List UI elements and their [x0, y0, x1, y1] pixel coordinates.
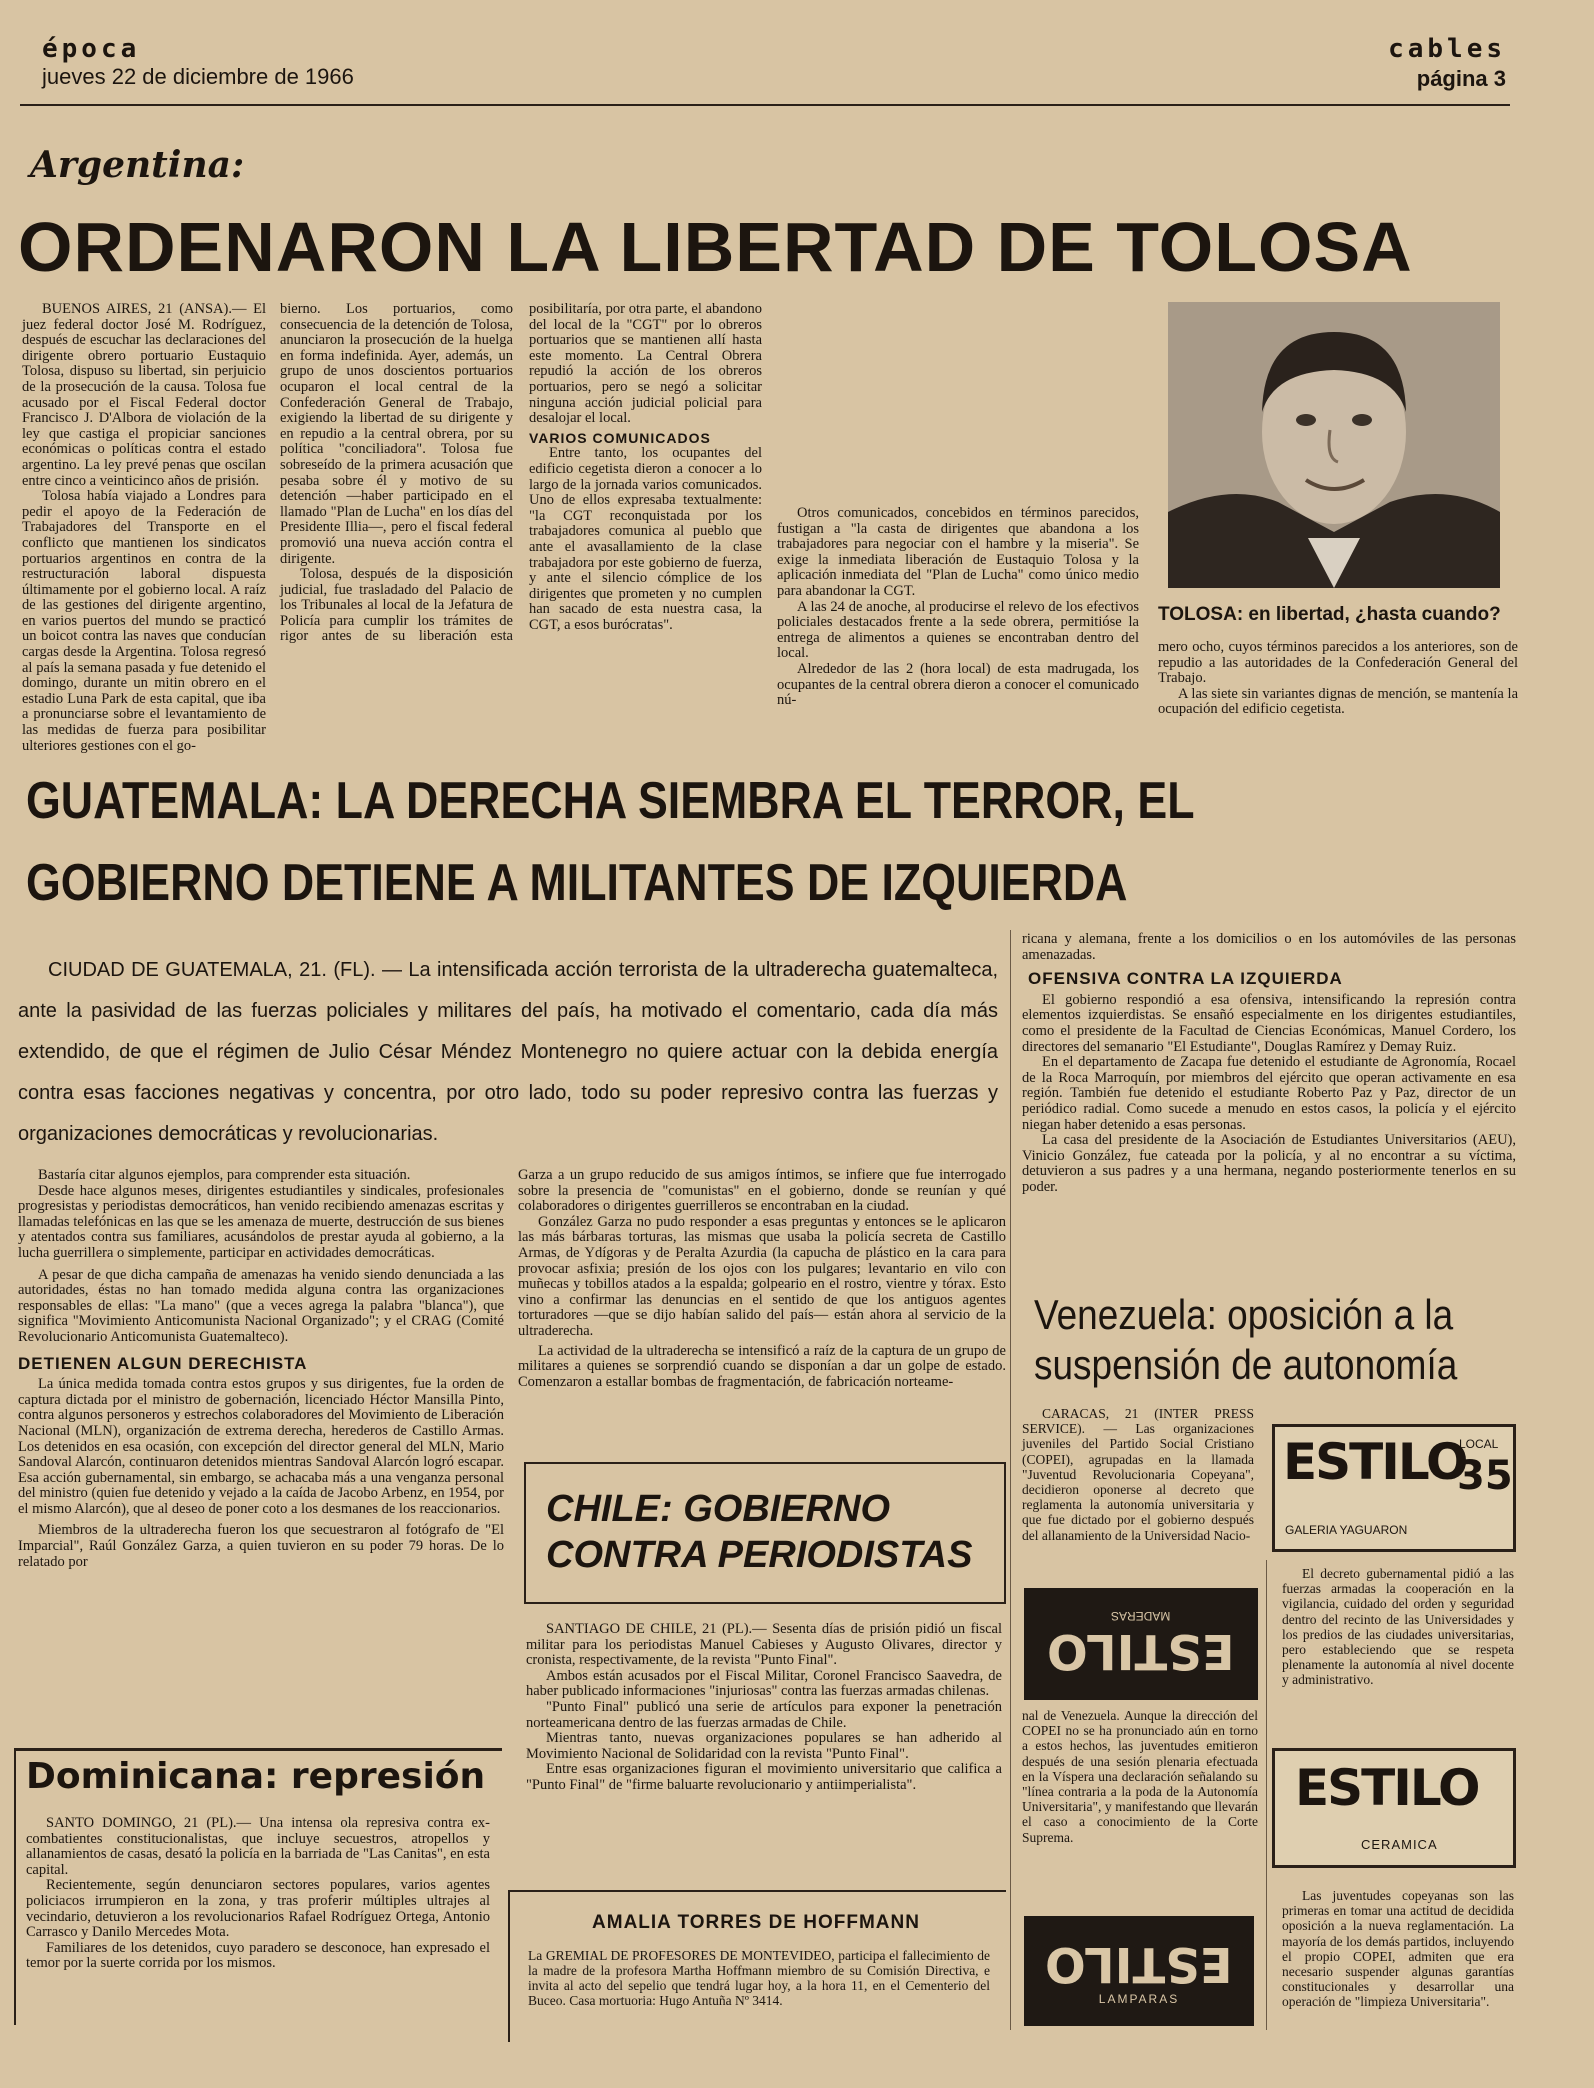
article-paragraph: Las juventudes copeyanas son las primeras en tomar una actitud de decidida oposición a la nueva reglamentación. La mayoría de los demás partidos, incluyendo el propio COPEI, admiten que era necesario suspender algunas garantías constitucionales y desarrollar una operación de "limpieza Universitaria". — [1282, 1888, 1514, 2010]
section-name: cables — [1388, 34, 1506, 64]
ad-estilo-ceramica — [1272, 1748, 1516, 1868]
article-paragraph: La casa del presidente de la Asociación de Estudiantes Universitarios (AEU), Vinicio González, fue cateada por la policía, y al no encontrar a su víctima, detuvieron a sus padres y a una hermana, negando posteriormente tenerlos en su poder. — [1022, 1132, 1516, 1195]
guatemala-col-c — [1022, 932, 1516, 1196]
ad-subtitle: CERAMICA — [1361, 1837, 1438, 1852]
article-paragraph: Bastaría citar algunos ejemplos, para comprender esta situación. — [38, 1167, 411, 1183]
ad-estilo-lamparas — [1024, 1916, 1254, 2026]
paper-name: época — [42, 34, 141, 64]
argentina-col-3 — [777, 506, 1139, 709]
ad-estilo-local — [1272, 1424, 1516, 1552]
dominicana-body — [26, 1816, 490, 1972]
obituary-title: AMALIA TORRES DE HOFFMANN — [592, 1912, 920, 1933]
venezuela-col-3 — [1282, 1566, 1514, 1688]
photo-caption: TOLOSA: en libertad, ¿hasta cuando? — [1158, 604, 1501, 625]
article-paragraph: A las 24 de anoche, al producirse el relevo de los efectivos policiales destacados frente a la sede obrera, permitióse la entrega de alimentos a quienes se encontraban dentro del local. — [777, 598, 1139, 662]
ad-subtitle: MADERAS — [1111, 1609, 1171, 1623]
dominicana-headline: Dominicana: represión — [26, 1756, 486, 1797]
column-divider — [1010, 930, 1011, 2030]
article-paragraph: ricana y alemana, frente a los domicilios o en los automóviles de las personas amenazadas. — [1022, 931, 1516, 963]
venezuela-headline-line-1: Venezuela: oposición a la — [1034, 1291, 1454, 1338]
ad-logo: ESTILO — [1295, 1759, 1479, 1817]
venezuela-col-4 — [1282, 1888, 1514, 2010]
article-paragraph: Mientras tanto, nuevas organizaciones populares se han adherido al Movimiento Nacional de Solidaridad con la revista "Punto Final". — [526, 1730, 1002, 1762]
article-paragraph: A las siete sin variantes dignas de mención, se mantenía la ocupación del edificio cegetista. — [1158, 685, 1518, 718]
article-paragraph: Tolosa había viajado a Londres para pedir el apoyo de la Federación de Trabajadores del Transporte en el conflicto que mantienen los sindicatos portuarios argentinos en contra de la restructuración laboral dispuesta últimamente por el gobierno local. A raíz de las gestiones del dirigente argentino, en varios puertos del mundo se practicó un boicot contra las naves que conducían cargas desde la Argentina. Tolosa regresó al país la semana pasada y fue detenido el domingo, durante un mitin obrero en el estadio Luna Park de esta capital, que iba a pronunciarse sobre el levantamiento de las medidas de fuerza para posibilitar ulteriores gestiones con el go- — [22, 488, 266, 754]
ad-subtitle: LAMPARAS — [1098, 1992, 1180, 2006]
chile-body — [526, 1622, 1002, 1794]
article-paragraph: La actividad de la ultraderecha se intensificó a raíz de la captura de un grupo de militares a quienes se sorprendió cuando se disponían a dar un golpe de estado. Comenzaron a estallar bombas de fragmentación, de fabricación norteame- — [518, 1342, 1006, 1390]
guatemala-headline-1: GUATEMALA: LA DERECHA SIEMBRA EL TERROR, EL — [26, 772, 1195, 830]
article-paragraph: Ambos están acusados por el Fiscal Militar, Coronel Francisco Saavedra, de haber publicado informaciones "injuriosas" contra las fuerzas armadas chilenas. — [526, 1667, 1002, 1700]
article-paragraph: "Punto Final" publicó una serie de artículos para exponer la penetración norteamericana dentro de las fuerzas armadas de Chile. — [526, 1698, 1002, 1731]
article-paragraph: El decreto gubernamental pidió a las fuerzas armadas la cooperación en la vigilancia, cuidado del orden y seguridad dentro del recinto de las Universidades y los predios de las ciudades universitarias, pero estableciendo que se respeta plenamente la autonomía al nivel docente y administrativo. — [1282, 1566, 1514, 1688]
chile-headline-line-2: CONTRA PERIODISTAS — [546, 1534, 973, 1576]
article-paragraph: González Garza no pudo responder a esas preguntas y entonces se le aplicaron las más bárbaras torturas, las mismas que usaba la policía secreta de Castillo Armas, de Ydígoras y de Peralta Azurdia (la capucha de plástico en la cara para provocar asfixia; presión de los ojos con los pulgares; levantario en vilo con muñecas y tobillos atados a la espalda; golpeario en el rostro, vientre y tórax. Esto vino a confirmar las denuncias en el sentido de que los antiguos agentes torturadores —que se dijo habían salido del país— están ahora al servicio de la ultraderecha. — [518, 1213, 1006, 1339]
article-paragraph: nal de Venezuela. Aunque la dirección del COPEI no se ha pronunciado aún en torno a estos hechos, las juventudes emitieron después de una sesión plenaria efectuada en la Víspera una declaración señalando su "línea contraria a la poda de la Autonomía Universitaria", y manifestando que llevarán el caso a conocimiento de la Corte Suprema. — [1022, 1708, 1258, 1845]
argentina-col-4 — [1158, 640, 1518, 718]
article-paragraph: Desde hace algunos meses, dirigentes estudiantiles y sindicales, profesionales progresistas y periodistas democráticos, han venido recibiendo amenazas escritas y llamadas telefónicas en las que se les amenaza de muerte, destrucción de sus bienes y atentados contra sus familiares, acusándolos de prestar ayuda al gobierno, a la lucha guerrillera o simplemente, participar en actividades democráticas. — [18, 1182, 504, 1261]
guatemala-col-a — [18, 1168, 504, 1570]
article-paragraph: CARACAS, 21 (INTER PRESS SERVICE). — Las organizaciones juveniles del Partido Social Cristiano (COPEI), agrupadas en la llamada "Juventud Revolucionaria Copeyana", decidieron oponerse al decreto que reglamenta la autonomía universitaria y que fue dictado por el gobierno después del allanamiento de la Universidad Nacio- — [1022, 1406, 1254, 1543]
article-paragraph: En el departamento de Zacapa fue detenido el estudiante de Agronomía, Rocael de la Roca Marroquín, por miembros del ejército que operan activamente en esa región. También fue detenido el estudiante Roberto Paz y Paz, director de un periódico radial. Como sucede a menudo en estos casos, la policía y el ejército niegan haber detenido a esas personas. — [1022, 1054, 1516, 1133]
article-paragraph: Entre tanto, los ocupantes del edificio cegetista dieron a conocer a lo largo de la jornada varios comunicados. Uno de ellos expresaba textualmente: "la CGT reconquistada por los trabajadores comunica al pueblo que ante el avasallamiento de la clase trabajadora por este gobierno de fuerza, y ante el silencio cómplice de los dirigentes que prometen y no cumplen han sacado de esta nuestra casa, la CGT, a esos burócratas". — [529, 445, 762, 633]
masthead-rule — [20, 104, 1510, 106]
subheading: VARIOS COMUNICADOS — [529, 429, 711, 446]
issue-date: jueves 22 de diciembre de 1966 — [42, 64, 354, 89]
ad-subtitle: GALERIA YAGUARON — [1285, 1523, 1408, 1537]
venezuela-headline-line-2: suspensión de autonomía — [1034, 1341, 1458, 1388]
article-paragraph: SANTIAGO DE CHILE, 21 (PL).— Sesenta días de prisión pidió un fiscal militar para los periodistas Manuel Cabieses y Augusto Olivares, director y cronista, respectivamente, de la revista "Punto Final". — [526, 1621, 1002, 1669]
column-divider — [1266, 1560, 1267, 2030]
obituary-text: La GREMIAL DE PROFESORES DE MONTEVIDEO, participa el fallecimiento de la madre de la profesora Martha Hoffmann miembro de su Comisión Directiva, e invita al acto del sepelio que tendrá lugar hoy, a la hora 11, en el Cementerio del Buceo. Casa mortuoria: Hugo Antuña Nº 3414. — [528, 1948, 990, 2008]
venezuela-headline — [1034, 1290, 1457, 1390]
article-paragraph: Garza a un grupo reducido de sus amigos íntimos, se infiere que fue interrogado sobre la presencia de "comunistas" en el gobierno, donde se reunían y qué colaboradores o dirigentes guerrilleros se encontraban en la ciudad. — [518, 1167, 1006, 1215]
article-paragraph: Alrededor de las 2 (hora local) de esta madrugada, los ocupantes de la central obrera dieron a conocer el comunicado nú- — [777, 660, 1139, 709]
article-paragraph: Recientemente, según denunciaron sectores populares, varios agentes policiacos irrumpieron en la zona, y tras proferir múltiples ultrajes al vecindario, detuvieron a los revolucionarios Rafael Rodríguez Ortega, Antonio Carrasco y Danilo Mercedes Mota. — [26, 1877, 490, 1941]
article-paragraph: SANTO DOMINGO, 21 (PL).— Una intensa ola represiva contra ex-combatientes constitucionalistas, que incluye secuestros, atropellos y allanamientos de casas, desató la policía en la barriada de "Las Canitas", en esta capital. — [26, 1815, 490, 1878]
ad-logo: ESTILO — [1283, 1433, 1467, 1491]
ad-local-number: 35 — [1457, 1453, 1513, 1499]
subheading: OFENSIVA CONTRA LA IZQUIERDA — [1028, 969, 1343, 989]
tolosa-photo — [1168, 302, 1500, 588]
article-paragraph: Otros comunicados, concebidos en términos parecidos, fustigan a "la casta de dirigentes que abandona a los trabajadores para negociar con el hambre y la miseria". Se exige la inmediata liberación de Eustaquio Tolosa y la aplicación inmediata del "Plan de Lucha" como único medio para abandonar la CGT. — [777, 505, 1139, 599]
page-number: página 3 — [1416, 66, 1506, 91]
ad-logo: ESTILO — [1047, 1623, 1235, 1679]
ad-logo: ESTILO — [1045, 1936, 1233, 1992]
venezuela-col-2 — [1022, 1708, 1258, 1845]
ad-local-label: LOCAL — [1459, 1437, 1499, 1451]
article-paragraph: Entre esas organizaciones figuran el movimiento universitario que califica a "Punto Final" de "firme baluarte revolucionario y antiimperialista". — [526, 1761, 1002, 1793]
argentina-col-1 — [22, 302, 266, 754]
article-paragraph: Miembros de la ultraderecha fueron los que secuestraron al fotógrafo de "El Imparcial", Raúl González Garza, a quien tuvieron en su poder 79 horas. De lo relatado por — [18, 1522, 504, 1570]
argentina-col-2 — [280, 302, 762, 722]
subheading: DETIENEN ALGUN DERECHISTA — [18, 1353, 308, 1373]
argentina-headline: ORDENARON LA LIBERTAD DE TOLOSA — [18, 208, 1413, 286]
chile-headline — [546, 1486, 972, 1578]
article-paragraph: Tolosa, después de la disposición judicial, fue trasladado del Palacio de los Tribunales al local de la Jefatura de Policía para cumplir los trámites de rigor antes de su liberación esta posibilitaría, por otra parte, el abandono del local de la "CGT" por lo obreros portuarios que se mantienen allí hasta este momento. La Central Obrera repudió la acción de los obreros portuarios, pero se negó a solicitar ninguna acción judicial policial para desalojar el local. — [280, 301, 762, 645]
article-paragraph: La única medida tomada contra estos grupos y sus dirigentes, fue la orden de captura dictada por el ministro de gobernación, licenciado Héctor Mansilla Pinto, contra algunos personeros y estrechos colaboradores del Movimiento de Liberación Nacional (MLN), organización de extrema derecha, herederos de Castillo Armas. Los detenidos en esa ocasión, con excepción del director general del MLN, Mario Sandoval Alarcón, continuaron detenidos mientras Sandoval Alarcón logró escapar. Esa acción gubernamental, sin embargo, se achacaba más a una venganza personal del ministro (quien fue detenido y vejado a la caída de Jacobo Arbenz, en 1954, por el mismo Alarcón), que al deseo de poner coto a los desmanes de los reaccionarios. — [18, 1376, 504, 1517]
article-paragraph: A pesar de que dicha campaña de amenazas ha venido siendo denunciada a las autoridades, éstas no han tomado medida alguna contra las organizaciones responsables de ellas: "La mano" (que a veces agrega la palabra "blanca"), que significa "Movimiento Anticomunista Nacional Organizado"; y el CRAG (Comité Revolucionario Anticomunista Guatemalteco). — [18, 1266, 504, 1345]
article-paragraph: BUENOS AIRES, 21 (ANSA).— El juez federal doctor José M. Rodríguez, después de escuchar las declaraciones del dirigente obrero portuario Eustaquio Tolosa, dispuso su libertad, sin perjuicio de la prosecución de la causa. Tolosa fue acusado por el Fiscal Federal doctor Francisco J. D'Albora de violación de la ley que castiga el propiciar sanciones económicas o políticas contra el estado argentino. La ley prevé penas que oscilan entre cinco a veinticinco años de prisión. — [22, 301, 266, 489]
venezuela-col-1 — [1022, 1406, 1254, 1543]
ad-estilo-maderas — [1024, 1588, 1258, 1700]
article-paragraph: bierno. Los portuarios, como consecuencia de la detención de Tolosa, anunciaron la prosecución de la huelga en forma indefinida. Ayer, además, un grupo de unos doscientos portuarios ocuparon el local central de la Confederación General de Trabajo, exigiendo la libertad de su dirigente y en repudio a la central obrera, por su política "conciliadora". Tolosa fue sobreseído de la primera acusación que pesaba sobre él y motivo de su detención —haber participado en el llamado "Plan de Lucha" en los días del Presidente Illia—, pero el fiscal federal promovió una nueva acción contra el dirigente. — [280, 301, 513, 567]
guatemala-col-b — [518, 1168, 1006, 1390]
argentina-kicker: Argentina: — [30, 144, 245, 186]
guatemala-lead: CIUDAD DE GUATEMALA, 21. (FL). — La intensificada acción terrorista de la ultraderecha guatemalteca, ante la pasividad de las fuerzas policiales y militares del país, ha motivado el comentario, cada día más extendido, de que el régimen de Julio César Méndez Montenegro no quiere actuar con la debida energía contra esas facciones negativas y concentra, por otro lado, todo su poder represivo contra las fuerzas y organizaciones democráticas y revolucionarias. — [18, 959, 998, 1145]
guatemala-headline-2: GOBIERNO DETIENE A MILITANTES DE IZQUIERDA — [26, 854, 1128, 912]
article-paragraph: mero ocho, cuyos términos parecidos a los anteriores, son de repudio a las autoridades de la Confederación General del Trabajo. — [1158, 639, 1518, 687]
article-paragraph: El gobierno respondió a esa ofensiva, intensificando la represión contra elementos izquierdistas. Se ensañó especialmente en los dirigentes estudiantiles, como el presidente de la Facultad de Ciencias Económicas, Manuel Cordero, los directores del semanario "El Estudiante", Douglas Ramírez y Demay Ruiz. — [1022, 991, 1516, 1055]
article-paragraph: Familiares de los detenidos, cuyo paradero se desconoce, han expresado el temor por la suerte corrida por los mismos. — [26, 1939, 490, 1972]
chile-headline-line-1: CHILE: GOBIERNO — [546, 1488, 891, 1530]
